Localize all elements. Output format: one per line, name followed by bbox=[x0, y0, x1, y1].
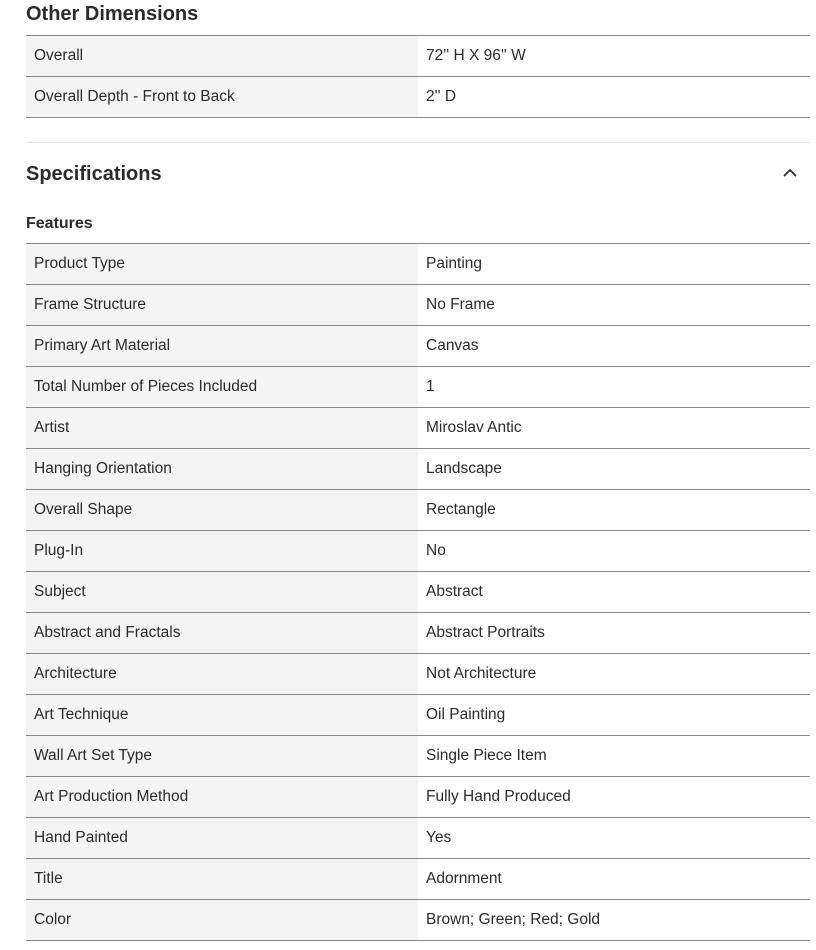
spec-label: Wall Art Set Type bbox=[26, 736, 418, 777]
spec-value: Not Architecture bbox=[418, 654, 810, 695]
spec-value: Painting bbox=[418, 244, 810, 285]
spec-value: Adornment bbox=[418, 859, 810, 900]
spec-label: Art Technique bbox=[26, 695, 418, 736]
spec-value: 72'' H X 96'' W bbox=[418, 36, 810, 77]
table-row bbox=[26, 900, 810, 941]
spec-value: Abstract Portraits bbox=[418, 613, 810, 654]
table-row bbox=[26, 36, 810, 77]
spec-value: Canvas bbox=[418, 326, 810, 367]
specifications-heading[interactable]: Specifications bbox=[26, 163, 162, 185]
other-dimensions-heading: Other Dimensions bbox=[26, 3, 199, 25]
spec-label: Hanging Orientation bbox=[26, 449, 418, 490]
table-row bbox=[26, 695, 810, 736]
spec-label: Art Production Method bbox=[26, 777, 418, 818]
spec-label: Architecture bbox=[26, 654, 418, 695]
spec-value: Oil Painting bbox=[418, 695, 810, 736]
table-row bbox=[26, 326, 810, 367]
spec-value: Yes bbox=[418, 818, 810, 859]
spec-value: 1 bbox=[418, 367, 810, 408]
table-row bbox=[26, 654, 810, 695]
table-row bbox=[26, 613, 810, 654]
specifications-collapse-button[interactable] bbox=[778, 162, 802, 182]
table-row bbox=[26, 408, 810, 449]
spec-label: Overall bbox=[26, 36, 418, 77]
spec-value: Abstract bbox=[418, 572, 810, 613]
spec-label: Total Number of Pieces Included bbox=[26, 367, 418, 408]
table-row bbox=[26, 572, 810, 613]
features-heading: Features bbox=[26, 215, 93, 232]
table-row bbox=[26, 777, 810, 818]
table-row bbox=[26, 859, 810, 900]
table-row bbox=[26, 285, 810, 326]
table-row bbox=[26, 367, 810, 408]
table-row bbox=[26, 736, 810, 777]
spec-label: Color bbox=[26, 900, 418, 941]
spec-value: Landscape bbox=[418, 449, 810, 490]
spec-value: Fully Hand Produced bbox=[418, 777, 810, 818]
section-divider bbox=[26, 142, 810, 143]
spec-label: Artist bbox=[26, 408, 418, 449]
spec-label: Overall Shape bbox=[26, 490, 418, 531]
spec-value: 2'' D bbox=[418, 77, 810, 118]
spec-label: Title bbox=[26, 859, 418, 900]
spec-label: Overall Depth - Front to Back bbox=[26, 77, 418, 118]
spec-label: Frame Structure bbox=[26, 285, 418, 326]
chevron-up-icon bbox=[783, 168, 797, 177]
table-row bbox=[26, 818, 810, 859]
table-row bbox=[26, 77, 810, 118]
table-row bbox=[26, 531, 810, 572]
spec-value: Rectangle bbox=[418, 490, 810, 531]
spec-label: Subject bbox=[26, 572, 418, 613]
table-row bbox=[26, 449, 810, 490]
spec-value: Miroslav Antic bbox=[418, 408, 810, 449]
features-table bbox=[26, 243, 810, 941]
spec-value: Brown; Green; Red; Gold bbox=[418, 900, 810, 941]
table-row bbox=[26, 490, 810, 531]
spec-label: Hand Painted bbox=[26, 818, 418, 859]
spec-value: Single Piece Item bbox=[418, 736, 810, 777]
spec-label: Primary Art Material bbox=[26, 326, 418, 367]
other-dimensions-table bbox=[26, 35, 810, 118]
spec-label: Plug-In bbox=[26, 531, 418, 572]
spec-value: No Frame bbox=[418, 285, 810, 326]
spec-value: No bbox=[418, 531, 810, 572]
spec-label: Product Type bbox=[26, 244, 418, 285]
spec-label: Abstract and Fractals bbox=[26, 613, 418, 654]
table-row bbox=[26, 244, 810, 285]
